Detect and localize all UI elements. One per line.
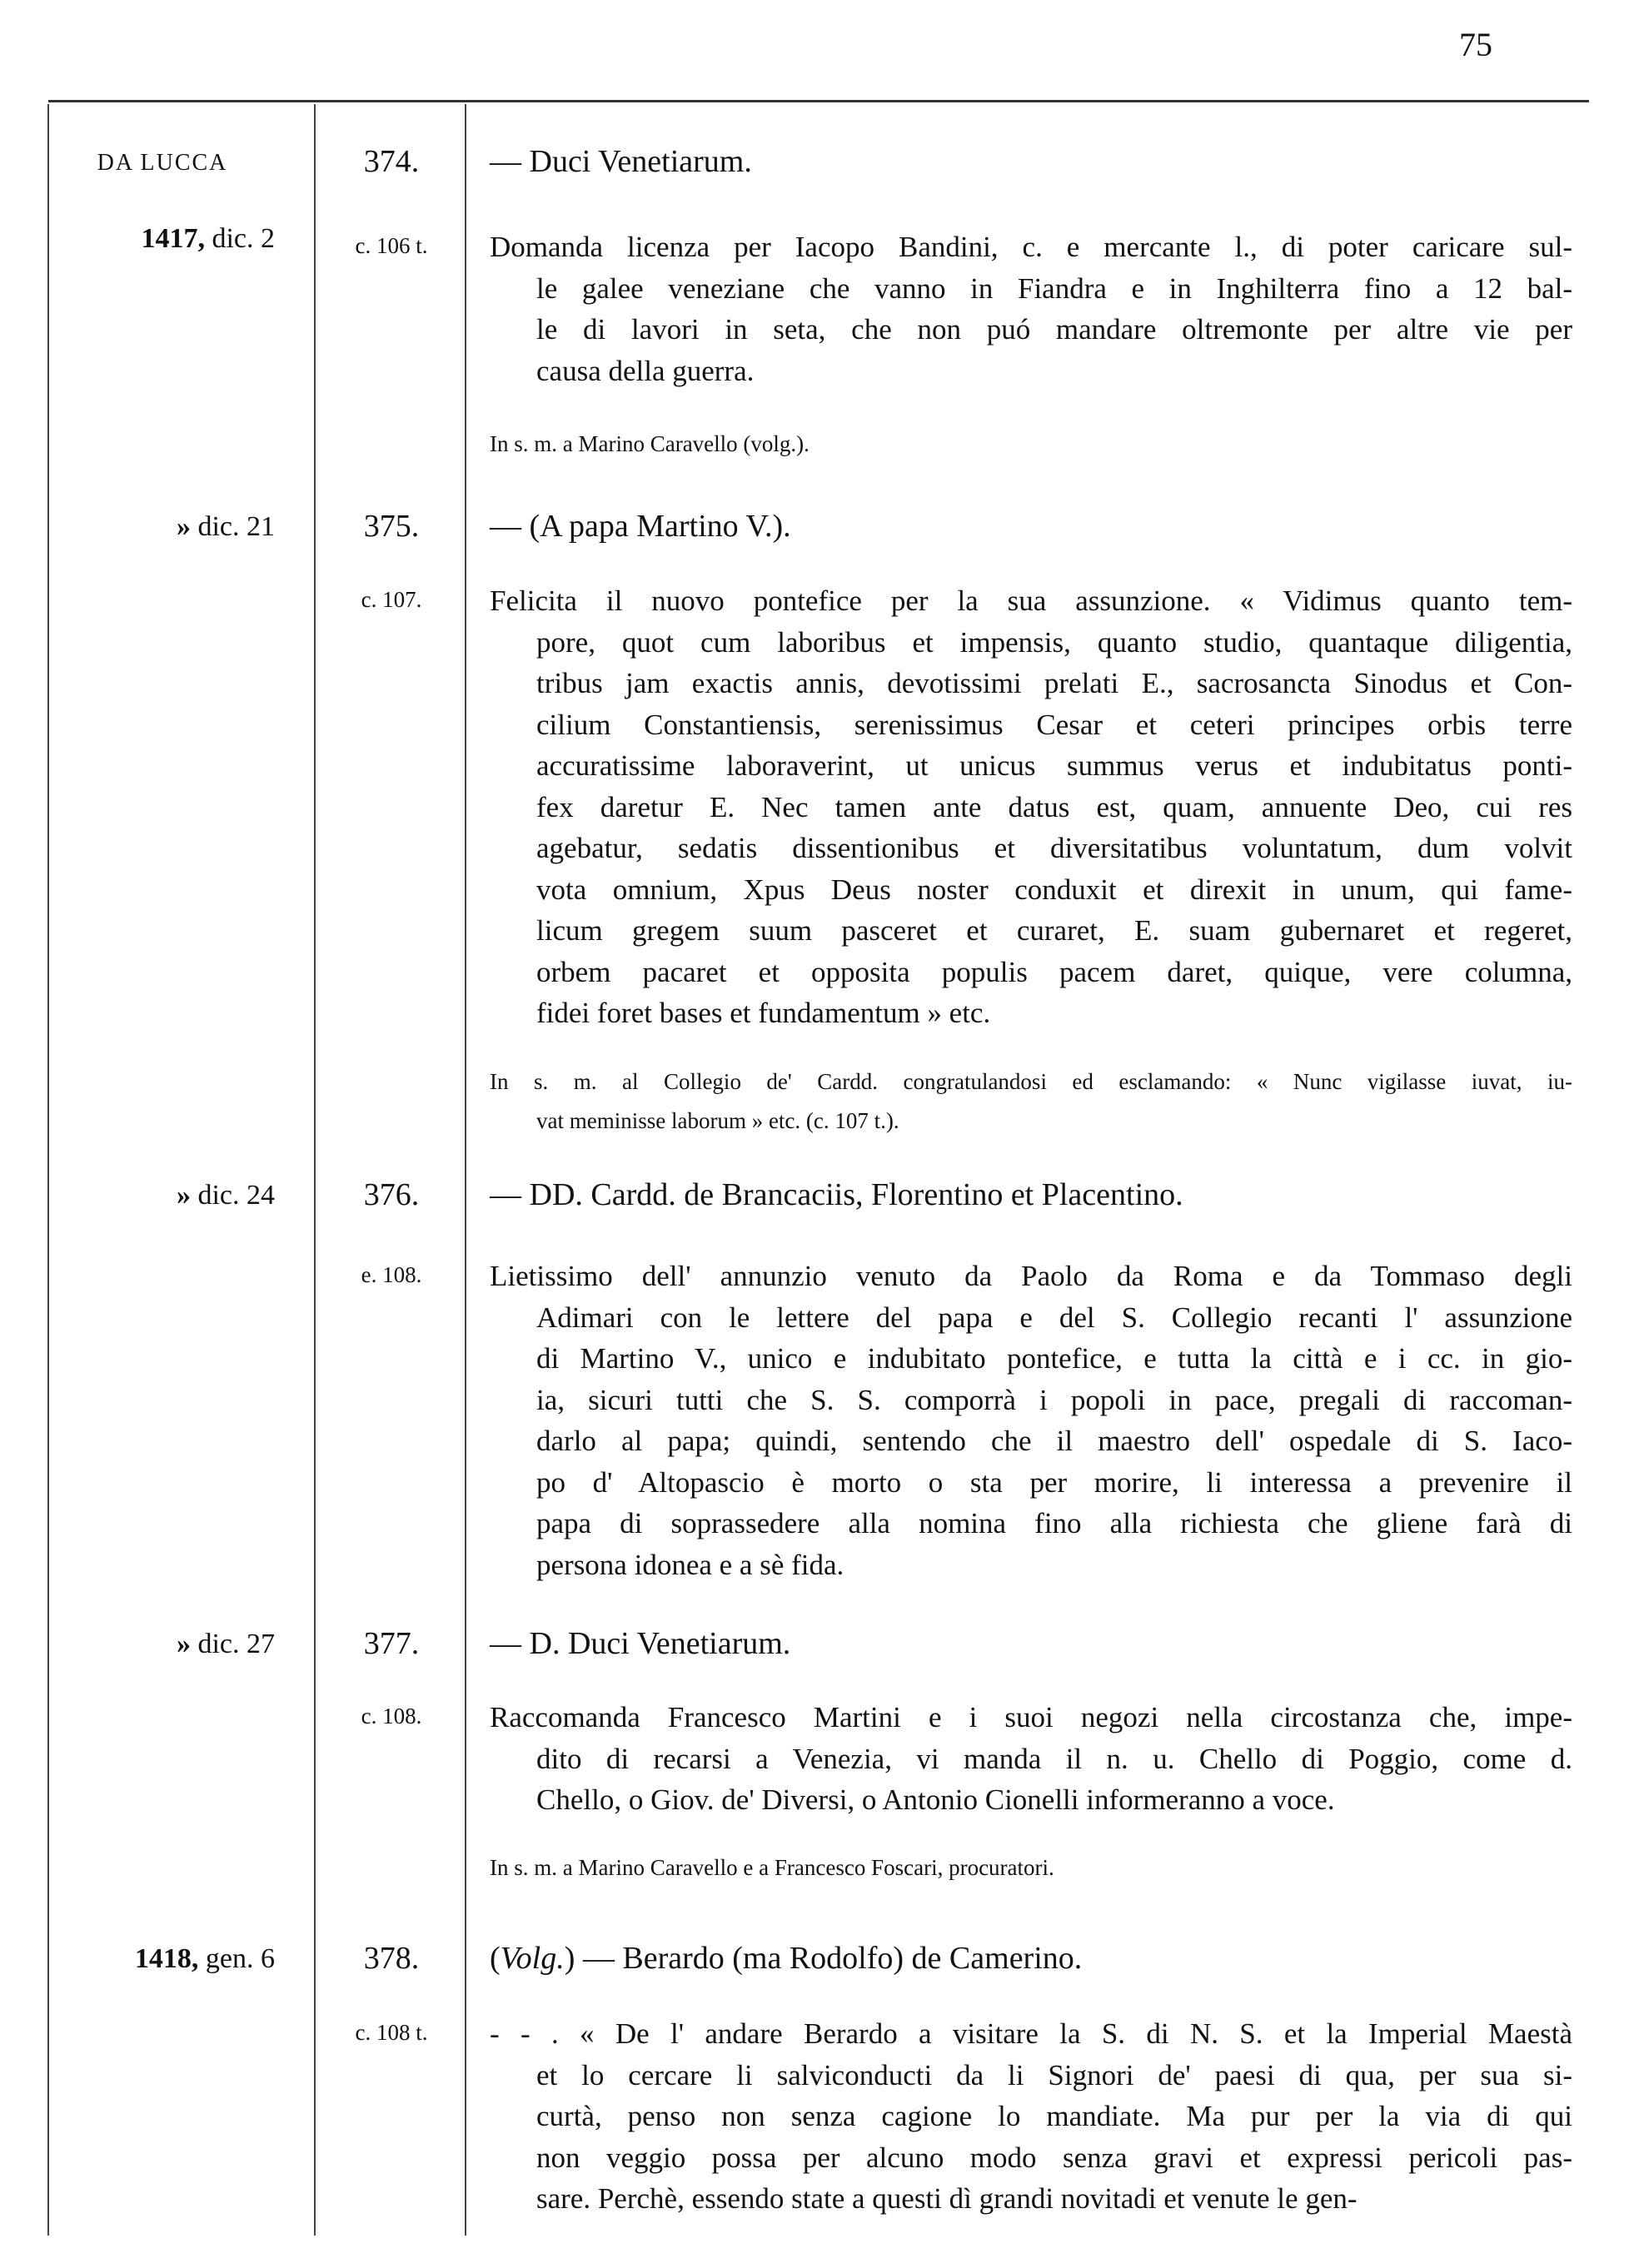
entry-number: 375. xyxy=(363,509,420,544)
body-line: sare. Perchè, essendo state a questi dì grandi novitadi et venute le gen- xyxy=(536,2182,1358,2215)
body-line: dito di recarsi a Venezia, vi manda il n. u. Chello di Poggio, come d. xyxy=(536,1742,1572,1775)
note-line: In s. m. a Marino Caravello e a Francesco Foscari, procuratori. xyxy=(490,1855,1054,1880)
entry-date-year: 1417, xyxy=(141,223,205,254)
entry-number: 377. xyxy=(363,1626,420,1661)
page-number: 75 xyxy=(1459,26,1492,63)
entry-body xyxy=(490,1697,1572,1821)
body-line: ia, sicuri tutti che S. S. comporrà i popoli in pace, pregali di raccoman- xyxy=(536,1383,1572,1416)
column-divider-left xyxy=(47,104,49,2236)
entry-date-day: dic. 27 xyxy=(197,1629,275,1659)
place-label: DA LUCCA xyxy=(97,150,228,176)
entry-date xyxy=(50,1943,275,1975)
body-line: darlo al papa; quindi, sentendo che il maestro dell' ospedale di S. Iaco- xyxy=(536,1425,1572,1457)
body-line: vota omnium, Xpus Deus noster conduxit et direxit in unum, qui fame- xyxy=(536,873,1572,906)
entry-heading xyxy=(490,508,791,545)
entry-folio: e. 108. xyxy=(361,1262,422,1287)
entry-note xyxy=(490,1062,1572,1141)
body-line: le di lavori in seta, che non puó mandare oltremonte per altre vie per xyxy=(536,313,1572,346)
entry-heading xyxy=(490,143,752,180)
note-line: In s. m. al Collegio de' Cardd. congratulandosi ed esclamando: « Nunc vigilasse iuvat, iu- xyxy=(490,1069,1572,1094)
body-line: Adimari con le lettere del papa e del S. Collegio recanti l' assunzione xyxy=(536,1301,1572,1334)
note-line: In s. m. a Marino Caravello (volg.). xyxy=(490,431,810,456)
entry-folio: c. 106 t. xyxy=(355,233,428,258)
entry-heading xyxy=(490,1176,1183,1213)
body-line: Domanda licenza per Iacopo Bandini, c. e mercante l., di poter caricare sul- xyxy=(490,231,1572,263)
entry-body xyxy=(490,226,1572,391)
body-line: licum gregem suum pasceret et curaret, E. suam gubernaret et regeret, xyxy=(536,914,1572,947)
body-line: agebatur, sedatis dissentionibus et diversitatibus voluntatum, dum volvit xyxy=(536,832,1572,864)
column-divider-right xyxy=(465,104,466,2236)
entry-date xyxy=(50,1629,275,1660)
body-line: di Martino V., unico e indubitato pontefice, e tutta la città e i cc. in gio- xyxy=(536,1342,1572,1375)
entry-date-year: 1418, xyxy=(134,1943,199,1974)
entry-heading-text: — D. Duci Venetiarum. xyxy=(490,1626,791,1661)
entry-number: 374. xyxy=(363,144,420,179)
body-line: Lietissimo dell' annunzio venuto da Paolo da Roma e da Tommaso degli xyxy=(490,1260,1572,1292)
entry-date xyxy=(50,511,275,543)
entry-date xyxy=(50,223,275,255)
entry-body xyxy=(490,580,1572,1034)
body-line: Raccomanda Francesco Martini e i suoi negozi nella circostanza che, impe- xyxy=(490,1701,1572,1733)
entry-heading-text: — Berardo (ma Rodolfo) de Camerino. xyxy=(575,1941,1083,1976)
entry-body xyxy=(490,2013,1572,2220)
entry-date-day: dic. 21 xyxy=(197,511,275,542)
entry-date-year: » xyxy=(176,1629,191,1659)
body-line: pore, quot cum laboribus et impensis, quanto studio, quantaque diligentia, xyxy=(536,625,1572,659)
body-line: non veggio possa per alcuno modo senza gravi et expressi pericoli pas- xyxy=(536,2141,1572,2174)
entry-date-day: dic. 2 xyxy=(212,223,275,254)
body-line: papa di soprassedere alla nomina fino alla richiesta che gliene farà di xyxy=(536,1507,1572,1539)
entry-date xyxy=(50,1180,275,1211)
note-line: vat meminisse laborum » etc. (c. 107 t.). xyxy=(536,1108,899,1133)
body-line: fidei foret bases et fundamentum » etc. xyxy=(536,997,991,1029)
entry-heading xyxy=(490,1940,1082,1977)
entry-date-day: dic. 24 xyxy=(197,1180,275,1211)
entry-heading-text: — DD. Cardd. de Brancaciis, Florentino et Placentino. xyxy=(490,1177,1183,1212)
body-line: tribus jam exactis annis, devotissimi prelati E., sacrosancta Sinodus et Con- xyxy=(536,667,1572,699)
entry-heading xyxy=(490,1625,790,1662)
body-line: cilium Constantiensis, serenissimus Cesar et ceteri principes orbis terre xyxy=(536,708,1572,741)
body-line: - - . « De l' andare Berardo a visitare la S. di N. S. et la Imperial Maestà xyxy=(490,2017,1572,2050)
entry-folio: c. 108. xyxy=(361,1703,422,1728)
entry-note xyxy=(490,1848,1572,1888)
body-line: et lo cercare li salviconducti da li Signori de' paesi di qua, per sua si- xyxy=(536,2058,1572,2091)
entry-body xyxy=(490,1256,1572,1585)
entry-number: 378. xyxy=(363,1941,420,1976)
entry-note xyxy=(490,425,1572,464)
entry-heading-text: — (A papa Martino V.). xyxy=(490,509,791,544)
entry-heading-text: — Duci Venetiarum. xyxy=(490,144,752,179)
entry-date-year: » xyxy=(176,511,191,542)
body-line: accuratissime laboraverint, ut unicus summus verus et indubitatus ponti- xyxy=(536,749,1572,782)
entry-folio: c. 107. xyxy=(361,587,422,612)
top-rule xyxy=(48,100,1589,102)
body-line: causa della guerra. xyxy=(536,354,755,387)
entry-date-year: » xyxy=(176,1180,191,1211)
entry-heading-italic: ( Volg. ) xyxy=(490,1941,575,1976)
entry-number: 376. xyxy=(363,1177,420,1212)
body-line: fex daretur E. Nec tamen ante datus est, quam, annuente Deo, cui res xyxy=(536,790,1572,823)
body-line: persona idonea e a sè fida. xyxy=(536,1548,844,1581)
entry-folio: c. 108 t. xyxy=(355,2020,428,2045)
body-line: orbem pacaret et opposita populis pacem daret, quique, vere columna, xyxy=(536,955,1572,988)
body-line: Chello, o Giov. de' Diversi, o Antonio Cionelli informeranno a voce. xyxy=(536,1783,1335,1816)
body-line: po d' Altopascio è morto o sta per morire, li interessa a prevenire il xyxy=(536,1465,1572,1499)
column-divider-middle xyxy=(314,104,316,2236)
body-line: curtà, penso non senza cagione lo mandiate. Ma pur per la via di qui xyxy=(536,2100,1572,2132)
body-line: Felicita il nuovo pontefice per la sua assunzione. « Vidimus quanto tem- xyxy=(490,584,1572,617)
entry-date-day: gen. 6 xyxy=(205,1943,275,1974)
body-line: le galee veneziane che vanno in Fiandra e in Inghilterra fino a 12 bal- xyxy=(536,271,1572,305)
